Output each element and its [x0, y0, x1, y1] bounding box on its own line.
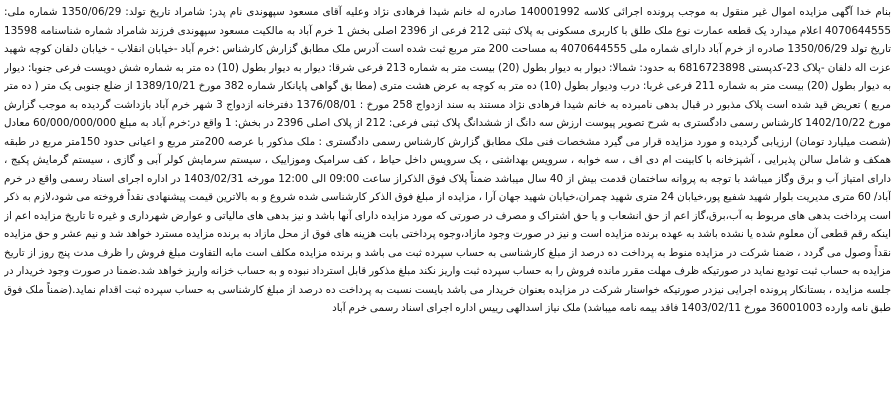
auction-notice-text: بنام خدا آگهی مزایده اموال غیر منقول به موجب پرونده اجرائی کلاسه 140001992 صادره له خانم شیدا فرهادی نژاد وعلیه آقای مسعود سپهوندی نام پدر: شامراد تاریخ تولد: 1350/06/29 شماره ملی: 4070644555 اعلام میدارد یک قطعه عمارت نوع ملک طلق با کاربری مسکونی به پلاک ثبتی 212 فرعی از 2396 اصلی بخش 1 خرم آباد به مالکیت مسعود سپهوندی فرزند شامراد شماره شناسنامه 13598 تاریخ تولد 1350/06/29 صادره از خرم آباد دارای شماره ملی 4070644555 به مساحت 200 متر مربع ثبت شده است آدرس ملک مطابق گزارش کارشناس :خرم آباد -خیابان انقلاب - خیابان دلفان کوچه شهید عزت اله دلفان -پلاک 23-کدپستی 6816723898 به حدود: شمالا: دیوار به دیوار بطول (20) بیست متر به شماره 213 فرعی شرقا: دیوار به دیوار بطول (10) ده متر به شماره شش دویست فرعی جنوبا: دیوار به دیوار بطول (20) بیست متر به شماره 211 فرعی غربا: درب ودیوار بطول (10) ده متر به کوچه به عرض هشت متری (مطا بق گواهی پایانکار شماره 382 مورخ 1389/10/21 از ضلع جنوبی یک متر ( ده متر مربع ) تعریض قید شده است پلاک مذبور در قبال بدهی نامبرده به خانم شیدا فرهادی نژاد مستند به سند ازدواج 258 مورخ : 1376/08/01 دفترخانه ازدواج 3 شهر خرم آباد بازداشت گردیده به موجب گزارش مورخ 1402/10/22 کارشناس رسمی دادگستری به شرح تصویر پیوست ارزش سه دانگ از ششدانگ پلاک ثبتی فرعی: 212 از پلاک اصلی 2396 در بخش: 1 واقع در:خرم آباد به مبلغ 60/000/000/000 معادل (شصت میلیارد تومان) ارزیابی گردیده و مورد مزایده قرار می گیرد مشخصات فنی ملک مطابق گزارش کارشناس رسمی دادگستری : ملک مذکور با عرصه 200متر مربع و اعیانی حدود 150متر مربع در طبقه همکف و شامل سالن پذیرایی ، آشپزخانه با کابینت ام دی اف ، سه خوابه ، سرویس بهداشتی ، یک سرویس داخل حیاط ، کف سرامیک وموزاییک ، سیستم سرمایش کولر آبی و گازی ، سیستم گرمایش پکیج ، دارای امتیاز آب و برق وگاز میباشد با توجه به پروانه ساختمان قدمت بیش از 40 سال میباشد ضمناً پلاک فوق الذکراز ساعت 09:00 الی 12:00 مورخه 1403/02/31 در اداره اجرای اسناد رسمی واقع در خرم آباد/ 60 متری مدیریت بلوار شهید شفیع پور،خیابان 24 متری شهید چمران،خیابان شهید جهان آرا ، مزایده از مبلغ فوق الذکر کارشناسی شده شروع و به بالاترین قیمت پیشنهادی نقداً فروخته می شود،لازم به ذکر است پرداخت بدهی های مربوط به آب،برق،گاز اعم از حق انشعاب و یا حق اشتراک و مصرف در صورتی که مورد مزایده دارای آنها باشد و نیز بدهی های مالیاتی و عوارض شهرداری و غیره تا تاریخ مزایده اعم از اینکه رقم قطعی آن معلوم شده یا نشده باشد به عهده برنده مزایده است و نیز در صورت وجود مازاد،وجوه پرداختی بابت هزینه های فوق از محل مازاد به برنده مزایده مسترد خواهد شد و نیم عشر و حق مزایده نقداً وصول می گردد ، ضمنا شرکت در مزایده منوط به پرداخت ده درصد از مبلغ کارشناسی به حساب سپرده ثبت می باشد و برنده مزایده مکلف است مابه التفاوت مبلغ فروش را ظرف مدت پنج روز از تاریخ مزایده به حساب ثبت تودیع نماید در صورتیکه ظرف مهلت مقرر مانده فروش را به حساب سپرده ثبت واریز نکند مبلغ مذکور قابل استرداد نبوده و به حساب خزانه واریز خواهد شد.ضمنا در صورت وجود خریدار در جلسه مزایده ، بستانکار پرونده اجرایی نیزدر صورتیکه خواستار شرکت در مزایده بعنوان خریدار می باشد بایست نسبت به پرداخت ده درصد از مبلغ کارشناسی به حساب سپرده ثبت اقدام نماید.(ضمناً ملک فوق طبق نامه وارده 36001003 مورخ 1403/02/11 فاقد بیمه نامه میباشد) ملک نیاز اسدالهی رییس اداره اجرای اسناد رسمی خرم آباد	[4, 6, 891, 314]
